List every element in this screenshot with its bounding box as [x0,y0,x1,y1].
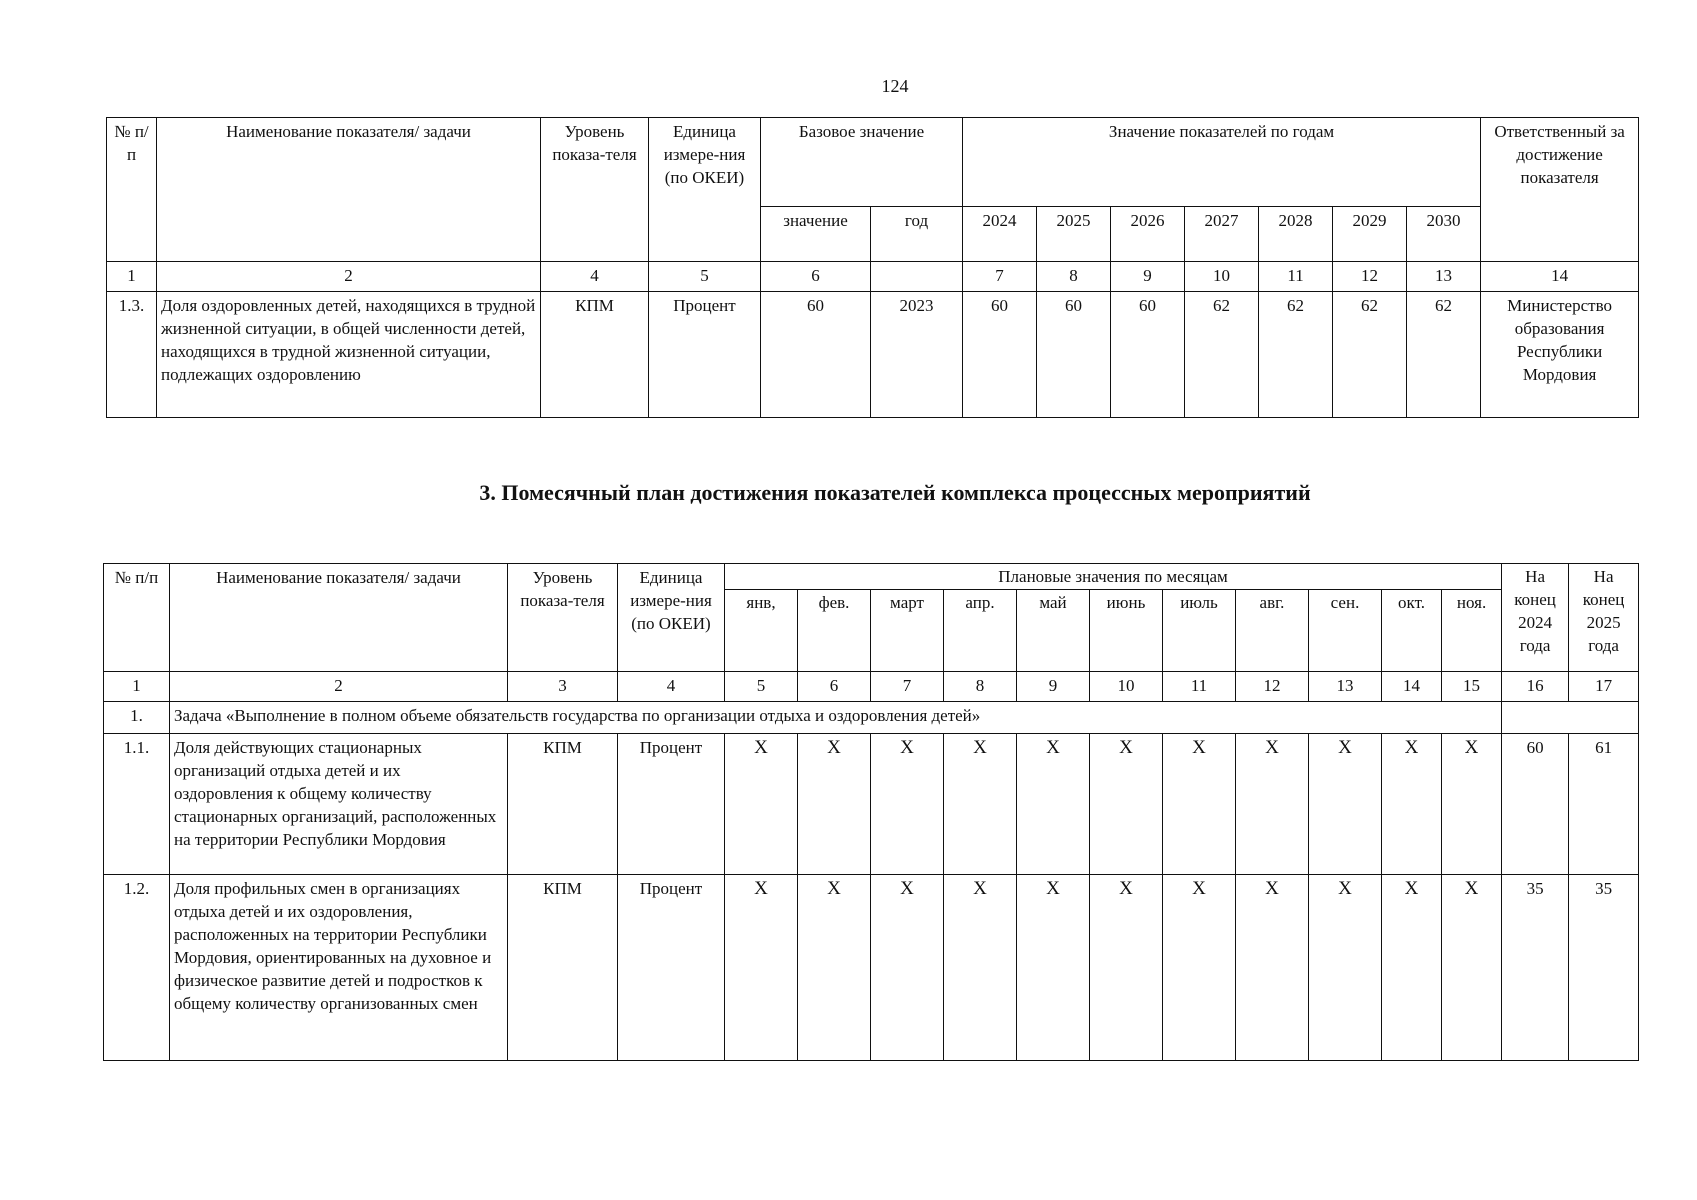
col-number: 2 [157,262,541,292]
header-month: янв, [725,590,798,672]
col-number: 7 [871,672,944,702]
header-level: Уровень показа-теля [541,118,649,262]
col-number: 16 [1502,672,1569,702]
month-value: Х [871,875,944,1061]
header-month: ноя. [1442,590,1502,672]
indicator-name: Доля действующих стационарных организаций отдыха детей и их оздоровления к общему количеству стационарных организаций, расположенных на территории Республики Мордовия [170,734,508,875]
month-value: Х [944,734,1017,875]
col-number: 1 [104,672,170,702]
header-months-group: Плановые значения по месяцам [725,564,1502,590]
indicator-name: Доля профильных смен в организациях отдыха детей и их оздоровления, расположенных на территории Республики Мордовия, ориентированных на духовное и физическое развитие детей и подростков к общему количеству организованных смен [170,875,508,1061]
header-name: Наименование показателя/ задачи [157,118,541,262]
month-value: Х [1309,875,1382,1061]
year-value: 62 [1407,292,1481,418]
task-empty-cell [1502,702,1639,734]
year-value: 62 [1333,292,1407,418]
header-years-group: Значение показателей по годам [963,118,1481,207]
header-month: авг. [1236,590,1309,672]
month-value: Х [725,875,798,1061]
page-number: 124 [881,76,909,96]
indicators-table [106,117,1639,418]
column-numbers-row [104,672,1639,702]
monthly-plan-table [103,563,1639,1061]
header-month: май [1017,590,1090,672]
col-number: 11 [1259,262,1333,292]
year-value: 60 [963,292,1037,418]
col-number: 6 [798,672,871,702]
col-number: 4 [618,672,725,702]
month-value: Х [1017,875,1090,1061]
col-number: 9 [1017,672,1090,702]
header-end-2025: На конец 2025 года [1569,564,1639,672]
col-number: 13 [1407,262,1481,292]
month-value: Х [1309,734,1382,875]
header-month: март [871,590,944,672]
base-value: 60 [761,292,871,418]
end-2025-value: 35 [1569,875,1639,1061]
section-title: 3. Помесячный план достижения показателей комплекса процессных мероприятий [479,480,1311,505]
header-month: июнь [1090,590,1163,672]
col-number: 14 [1382,672,1442,702]
indicator-unit: Процент [618,875,725,1061]
task-row [104,702,1639,734]
indicator-level: КПМ [508,875,618,1061]
month-value: Х [871,734,944,875]
header-base: Базовое значение [761,118,963,207]
col-number: 2 [170,672,508,702]
month-value: Х [798,734,871,875]
header-year: 2026 [1111,207,1185,262]
column-numbers-row [107,262,1639,292]
header-unit: Единица измере-ния (по ОКЕИ) [649,118,761,262]
col-number: 6 [761,262,871,292]
year-value: 62 [1185,292,1259,418]
table-row [104,875,1639,1061]
col-number: 17 [1569,672,1639,702]
col-number: 12 [1236,672,1309,702]
col-number: 5 [649,262,761,292]
header-month: июль [1163,590,1236,672]
col-number: 10 [1090,672,1163,702]
table-row [107,292,1639,418]
month-value: Х [1163,875,1236,1061]
responsible: Министерство образования Республики Мордовия [1481,292,1639,418]
header-end-2024: На конец 2024 года [1502,564,1569,672]
col-number: 12 [1333,262,1407,292]
header-month: сен. [1309,590,1382,672]
indicator-name: Доля оздоровленных детей, находящихся в трудной жизненной ситуации, в общей численности детей, находящихся в трудной жизненной ситуации, подлежащих оздоровлению [157,292,541,418]
base-year: 2023 [871,292,963,418]
header-year: 2028 [1259,207,1333,262]
col-number: 15 [1442,672,1502,702]
table-row [104,734,1639,875]
year-value: 60 [1111,292,1185,418]
header-unit: Единица измере-ния (по ОКЕИ) [618,564,725,672]
col-number: 11 [1163,672,1236,702]
task-num: 1. [104,702,170,734]
header-year: 2029 [1333,207,1407,262]
indicator-level: КПМ [508,734,618,875]
header-responsible: Ответственный за достижение показателя [1481,118,1639,262]
month-value: Х [1236,734,1309,875]
month-value: Х [1090,734,1163,875]
col-number: 14 [1481,262,1639,292]
col-number: 13 [1309,672,1382,702]
row-num: 1.1. [104,734,170,875]
col-number: 9 [1111,262,1185,292]
header-year: 2025 [1037,207,1111,262]
month-value: Х [1382,875,1442,1061]
col-number: 4 [541,262,649,292]
col-number: 8 [944,672,1017,702]
header-month: апр. [944,590,1017,672]
col-number [871,262,963,292]
month-value: Х [1236,875,1309,1061]
indicator-unit: Процент [649,292,761,418]
col-number: 3 [508,672,618,702]
header-num: № п/п [107,118,157,262]
header-base-year: год [871,207,963,262]
header-month: фев. [798,590,871,672]
year-value: 62 [1259,292,1333,418]
header-num: № п/п [104,564,170,672]
col-number: 5 [725,672,798,702]
header-name: Наименование показателя/ задачи [170,564,508,672]
end-2024-value: 60 [1502,734,1569,875]
month-value: Х [1442,875,1502,1061]
header-month: окт. [1382,590,1442,672]
task-text: Задача «Выполнение в полном объеме обязательств государства по организации отдыха и оздоровления детей» [170,702,1502,734]
row-num: 1.3. [107,292,157,418]
header-base-value: значение [761,207,871,262]
month-value: Х [944,875,1017,1061]
col-number: 7 [963,262,1037,292]
indicator-level: КПМ [541,292,649,418]
indicator-unit: Процент [618,734,725,875]
month-value: Х [1017,734,1090,875]
col-number: 8 [1037,262,1111,292]
col-number: 10 [1185,262,1259,292]
month-value: Х [725,734,798,875]
header-year: 2027 [1185,207,1259,262]
month-value: Х [1090,875,1163,1061]
month-value: Х [1163,734,1236,875]
month-value: Х [1382,734,1442,875]
header-year: 2024 [963,207,1037,262]
header-year: 2030 [1407,207,1481,262]
end-2025-value: 61 [1569,734,1639,875]
month-value: Х [798,875,871,1061]
col-number: 1 [107,262,157,292]
month-value: Х [1442,734,1502,875]
header-level: Уровень показа-теля [508,564,618,672]
end-2024-value: 35 [1502,875,1569,1061]
year-value: 60 [1037,292,1111,418]
row-num: 1.2. [104,875,170,1061]
